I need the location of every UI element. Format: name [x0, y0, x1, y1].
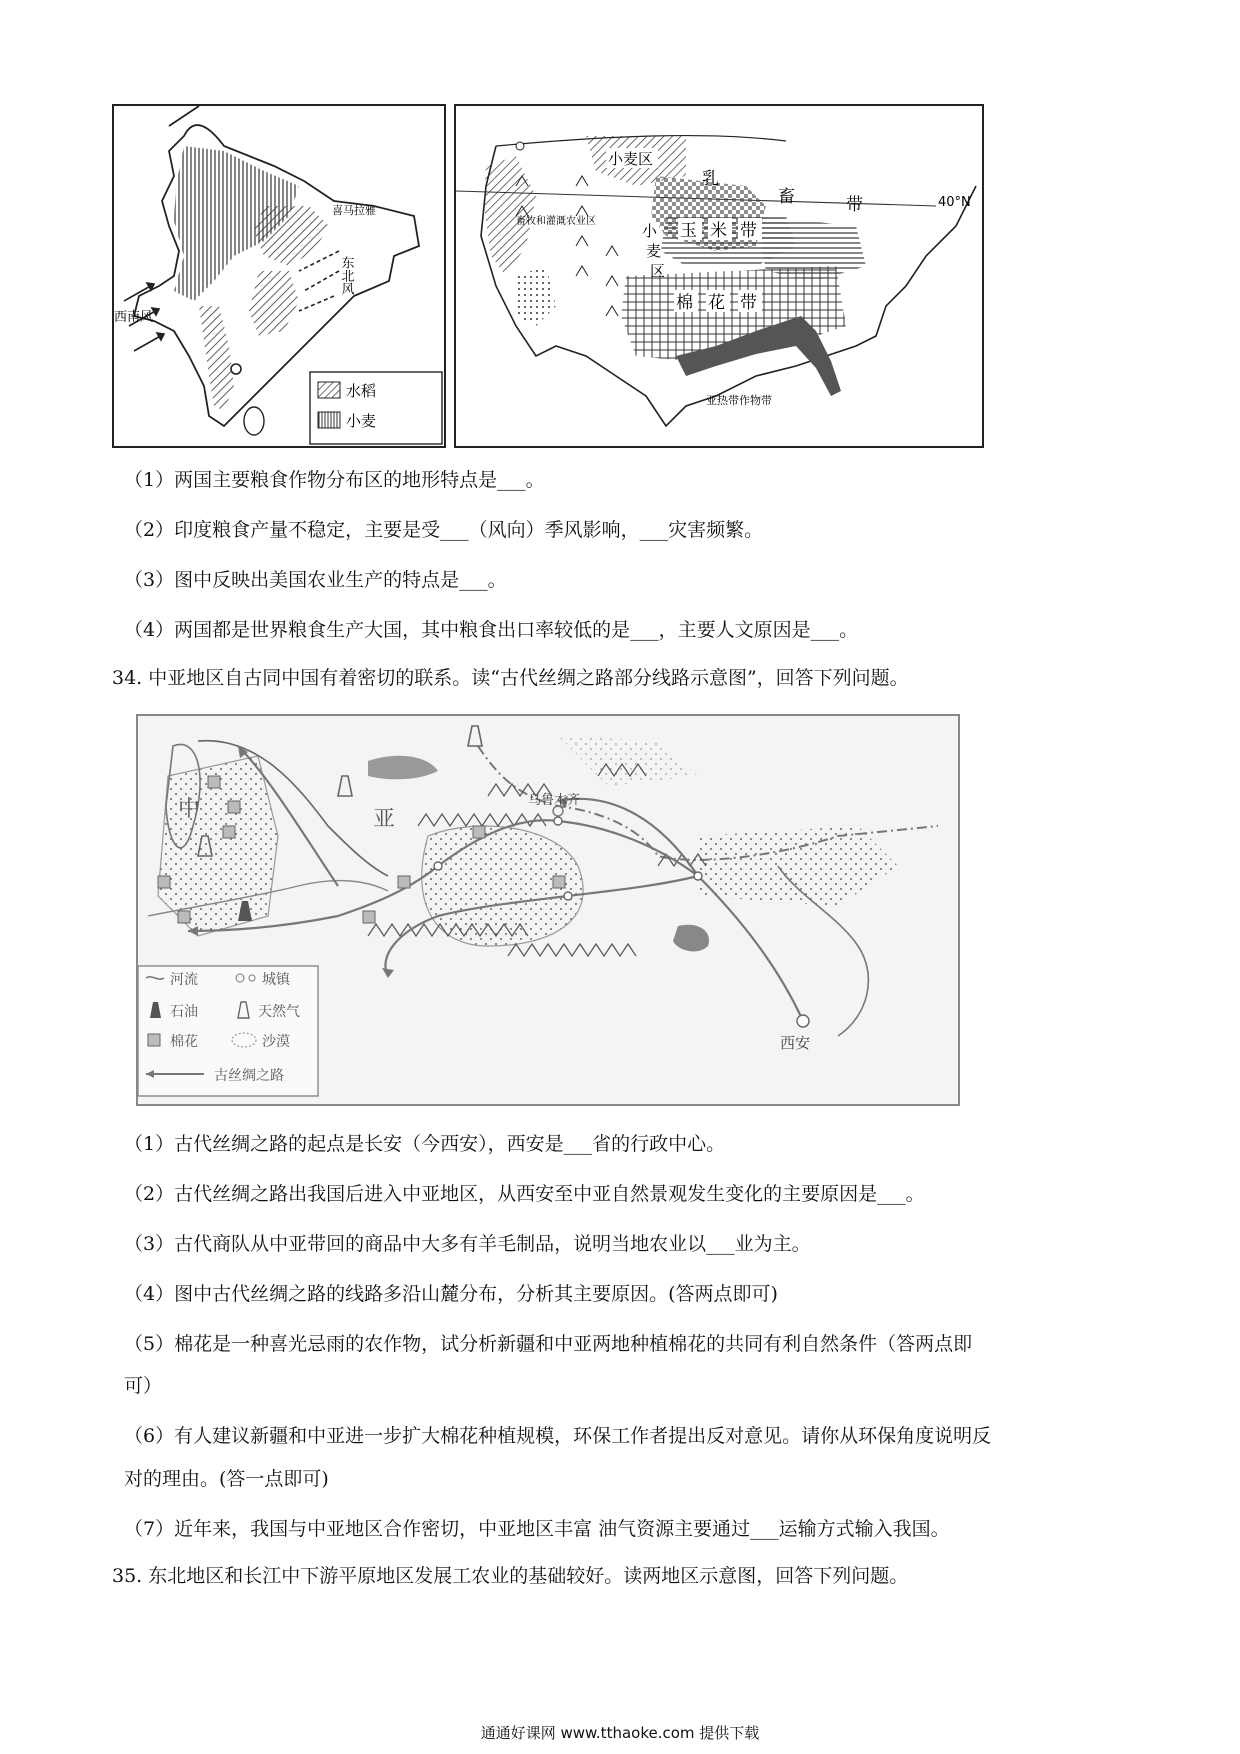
q34-item-6: （6）有人建议新疆和中亚进一步扩大棉花种植规模，环保工作者提出反对意见。请你从环保角度说明反: [124, 1425, 992, 1447]
silk-road-map: [136, 714, 960, 1106]
q33-item-2: （2）印度粮食产量不稳定，主要是受___（风向）季风影响，___灾害频繁。: [124, 519, 764, 541]
legend-rice: 水稻: [346, 382, 377, 400]
svg-text:石油: 石油: [170, 1004, 198, 1020]
q34-item-2: （2）古代丝绸之路出我国后进入中亚地区，从西安至中亚自然景观发生变化的主要原因是___。: [124, 1183, 925, 1205]
silk-legend: [138, 966, 318, 1096]
svg-text:棉花: 棉花: [170, 1034, 198, 1050]
q33-item-3: （3）图中反映出美国农业生产的特点是___。: [124, 569, 507, 591]
page-footer: 通通好课网 www.tthaoke.com 提供下载: [480, 1724, 760, 1742]
himalaya-label: 喜马拉雅: [332, 204, 376, 217]
usa-agri-map: [454, 104, 984, 448]
svg-text:河流: 河流: [170, 972, 198, 988]
cotton-label-3: 带: [740, 293, 757, 313]
q33-item-1: （1）两国主要粮食作物分布区的地形特点是___。: [124, 469, 545, 491]
wind-sw-label: 西南风: [114, 310, 154, 325]
cotton-label-2: 花: [708, 293, 725, 313]
ranch-label-a: 畜牧和灌溉农业区: [516, 216, 596, 227]
cotton-label-1: 棉: [676, 293, 693, 313]
q35-stem: 35. 东北地区和长江中下游平原地区发展工农业的基础较好。读两地区示意图，回答下列问题。: [112, 1565, 909, 1587]
rice-region: [254, 206, 329, 266]
svg-text:天然气: 天然气: [258, 1004, 300, 1020]
dairy-label-3: 带: [846, 195, 863, 215]
svg-text:沙漠: 沙漠: [262, 1034, 290, 1050]
q34-item-1: （1）古代丝绸之路的起点是长安（今西安），西安是___省的行政中心。: [124, 1133, 726, 1155]
subtropical-label: 亚热带作物带: [706, 394, 772, 407]
wheat-label-1: 小麦区: [608, 150, 654, 168]
corn-label-2: 米: [710, 221, 727, 241]
dairy-label-1: 乳: [702, 169, 719, 189]
corn-label-1: 玉: [680, 221, 697, 241]
rice-region: [199, 306, 234, 411]
wheat-label-2a: 小: [642, 222, 658, 240]
q34-item-5-cont: 可）: [124, 1375, 163, 1397]
label-xian: 西安: [780, 1034, 811, 1052]
q34-item-5: （5）棉花是一种喜光忌雨的农作物，试分析新疆和中亚两地种植棉花的共同有利自然条件（答两点即: [124, 1333, 973, 1355]
label-urumqi: 乌鲁木齐: [528, 793, 581, 808]
wheat-label-2b: 麦: [646, 242, 662, 260]
india-crop-map: [112, 104, 446, 448]
wind-ne-label: 东北风: [338, 256, 354, 295]
lat-label: 40°N: [938, 195, 971, 210]
svg-text:城镇: 城镇: [262, 972, 290, 988]
wheat-label-2c: 区: [650, 262, 666, 280]
q34-stem: 34. 中亚地区自古同中国有着密切的联系。读“古代丝绸之路部分线路示意图”，回答下列问题。: [112, 667, 909, 689]
label-central-2: 亚: [373, 807, 396, 832]
q34-item-6-cont: 对的理由。(答一点即可): [124, 1468, 329, 1490]
q34-item-7: （7）近年来，我国与中亚地区合作密切，中亚地区丰富 油气资源主要通过___运输方式输入我国。: [124, 1518, 950, 1540]
dairy-label-2: 畜: [778, 187, 795, 207]
q33-item-4: （4）两国都是世界粮食生产大国，其中粮食出口率较低的是___，主要人文原因是___。: [124, 619, 859, 641]
label-central-1: 中: [178, 797, 201, 822]
svg-text:古丝绸之路: 古丝绸之路: [214, 1068, 284, 1084]
q34-item-4: （4）图中古代丝绸之路的线路多沿山麓分布，分析其主要原因。(答两点即可): [124, 1283, 778, 1305]
corn-label-3: 带: [740, 221, 757, 241]
q34-item-3: （3）古代商队从中亚带回的商品中大多有羊毛制品，说明当地农业以___业为主。: [124, 1233, 811, 1255]
legend-wheat: 小麦: [346, 412, 377, 430]
